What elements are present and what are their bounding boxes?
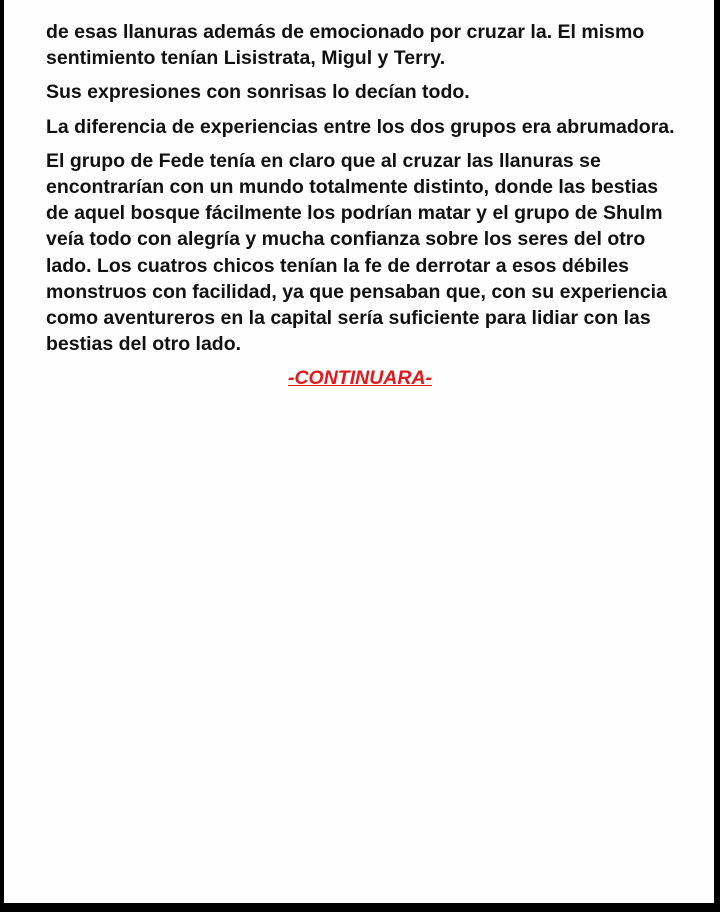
paragraph-1: de esas llanuras además de emocionado por cruzar la. El mismo sentimiento tenían Lisistrata, Migul y Terry.: [46, 21, 645, 70]
paragraph-4: El grupo de Fede tenía en claro que al cruzar las llanuras se encontrarían con un mundo totalmente distinto, donde las bestias de aquel bosque fácilmente los podrían matar y el grupo de Shulm veía todo con alegría y mucha confianza sobre los seres del otro lado. Los cuatros chicos tenían la fe de derrotar a esos débiles monstruos con facilidad, ya que pensaban que, con su experiencia como aventureros en la capital sería suficiente para lidiar con las bestias del otro lado.: [46, 149, 667, 356]
paragraph-2: Sus expresiones con sonrisas lo decían todo.: [46, 81, 470, 104]
continue-label: -CONTINUARA-: [287, 367, 433, 390]
paragraph-3: La diferencia de experiencias entre los dos grupos era abrumadora.: [46, 115, 675, 138]
document-page: [4, 0, 714, 903]
